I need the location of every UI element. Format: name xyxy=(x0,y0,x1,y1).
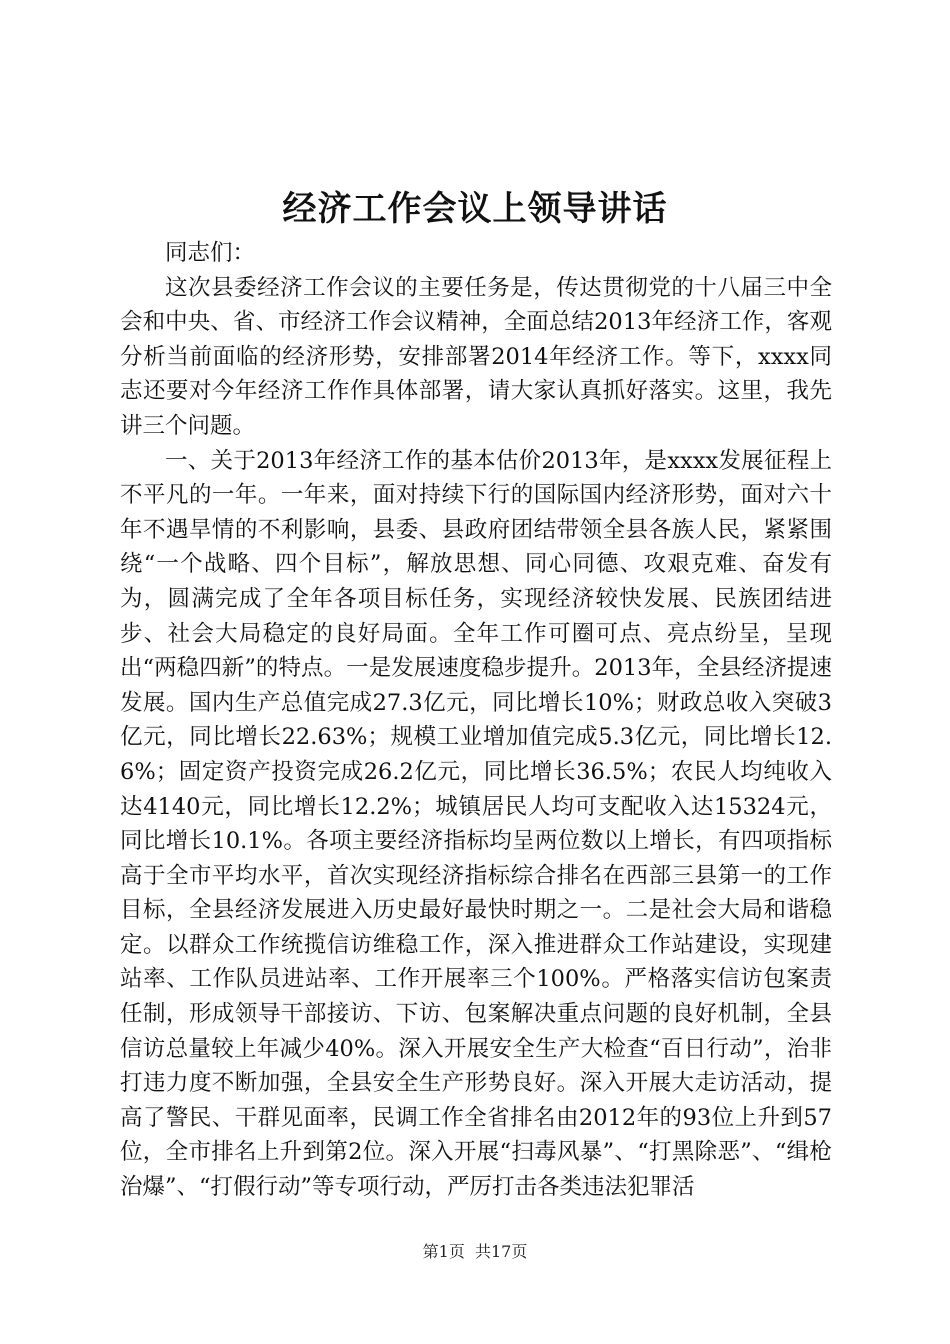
salutation: 同志们： xyxy=(165,240,256,266)
document-title: 经济工作会议上领导讲话 xyxy=(282,189,668,229)
paragraph-intro: 这次县委经济工作会议的主要任务是，传达贯彻党的十八届三中全会和中央、省、市经济工作会议精神，全面总结2013年经济工作，客观分析当前面临的经济形势，安排部署2014年经济工作。等下，xxxx同志还要对今年经济工作作具体部署，请大家认真抓好落实。这里，我先讲三个问题。 xyxy=(120,274,832,439)
paragraph-section-one: 一、关于2013年经济工作的基本估价2013年，是xxxx发展征程上不平凡的一年。一年来，面对持续下行的国际国内经济形势，面对六十年不遇旱情的不利影响，县委、县政府团结带领全县各族人民，紧紧围绕“一个战略、四个目标”，解放思想、同心同德、攻艰克难、奋发有为，圆满完成了全年各项目标任务，实现经济较快发展、民族团结进步、社会大局稳定的良好局面。全年工作可圈可点、亮点纷呈，呈现出“两稳四新”的特点。一是发展速度稳步提升。2013年，全县经济提速发展。国内生产总值完成27.3亿元，同比增长10%；财政总收入突破3亿元，同比增长22.63%；规模工业增加值完成5.3亿元，同比增长12.6%；固定资产投资完成26.2亿元，同比增长36.5%；农民人均纯收入达4140元，同比增长12.2%；城镇居民人均可支配收入达15324元，同比增长10.1%。各项主要经济指标均呈两位数以上增长，有四项指标高于全市平均水平，首次实现经济指标综合排名在西部三县第一的工作目标，全县经济发展进入历史最好最快时期之一。二是社会大局和谐稳定。以群众工作统揽信访维稳工作，深入推进群众工作站建设，实现建站率、工作队员进站率、工作开展率三个100%。严格落实信访包案责任制，形成领导干部接访、下访、包案解决重点问题的良好机制，全县信访总量较上年减少40%。深入开展安全生产大检查“百日行动”，治非打违力度不断加强，全县安全生产形势良好。深入开展大走访活动，提高了警民、干群见面率，民调工作全省排名由2012年的93位上升到57位，全市排名上升到第2位。深入开展“扫毒风暴”、“打黑除恶”、“缉枪治爆”、“打假行动”等专项行动，严厉打击各类违法犯罪活 xyxy=(120,447,832,1201)
page-footer xyxy=(0,1240,950,1264)
document-body xyxy=(120,236,832,1205)
page-number-label: 第1页 共17页 xyxy=(422,1242,528,1261)
